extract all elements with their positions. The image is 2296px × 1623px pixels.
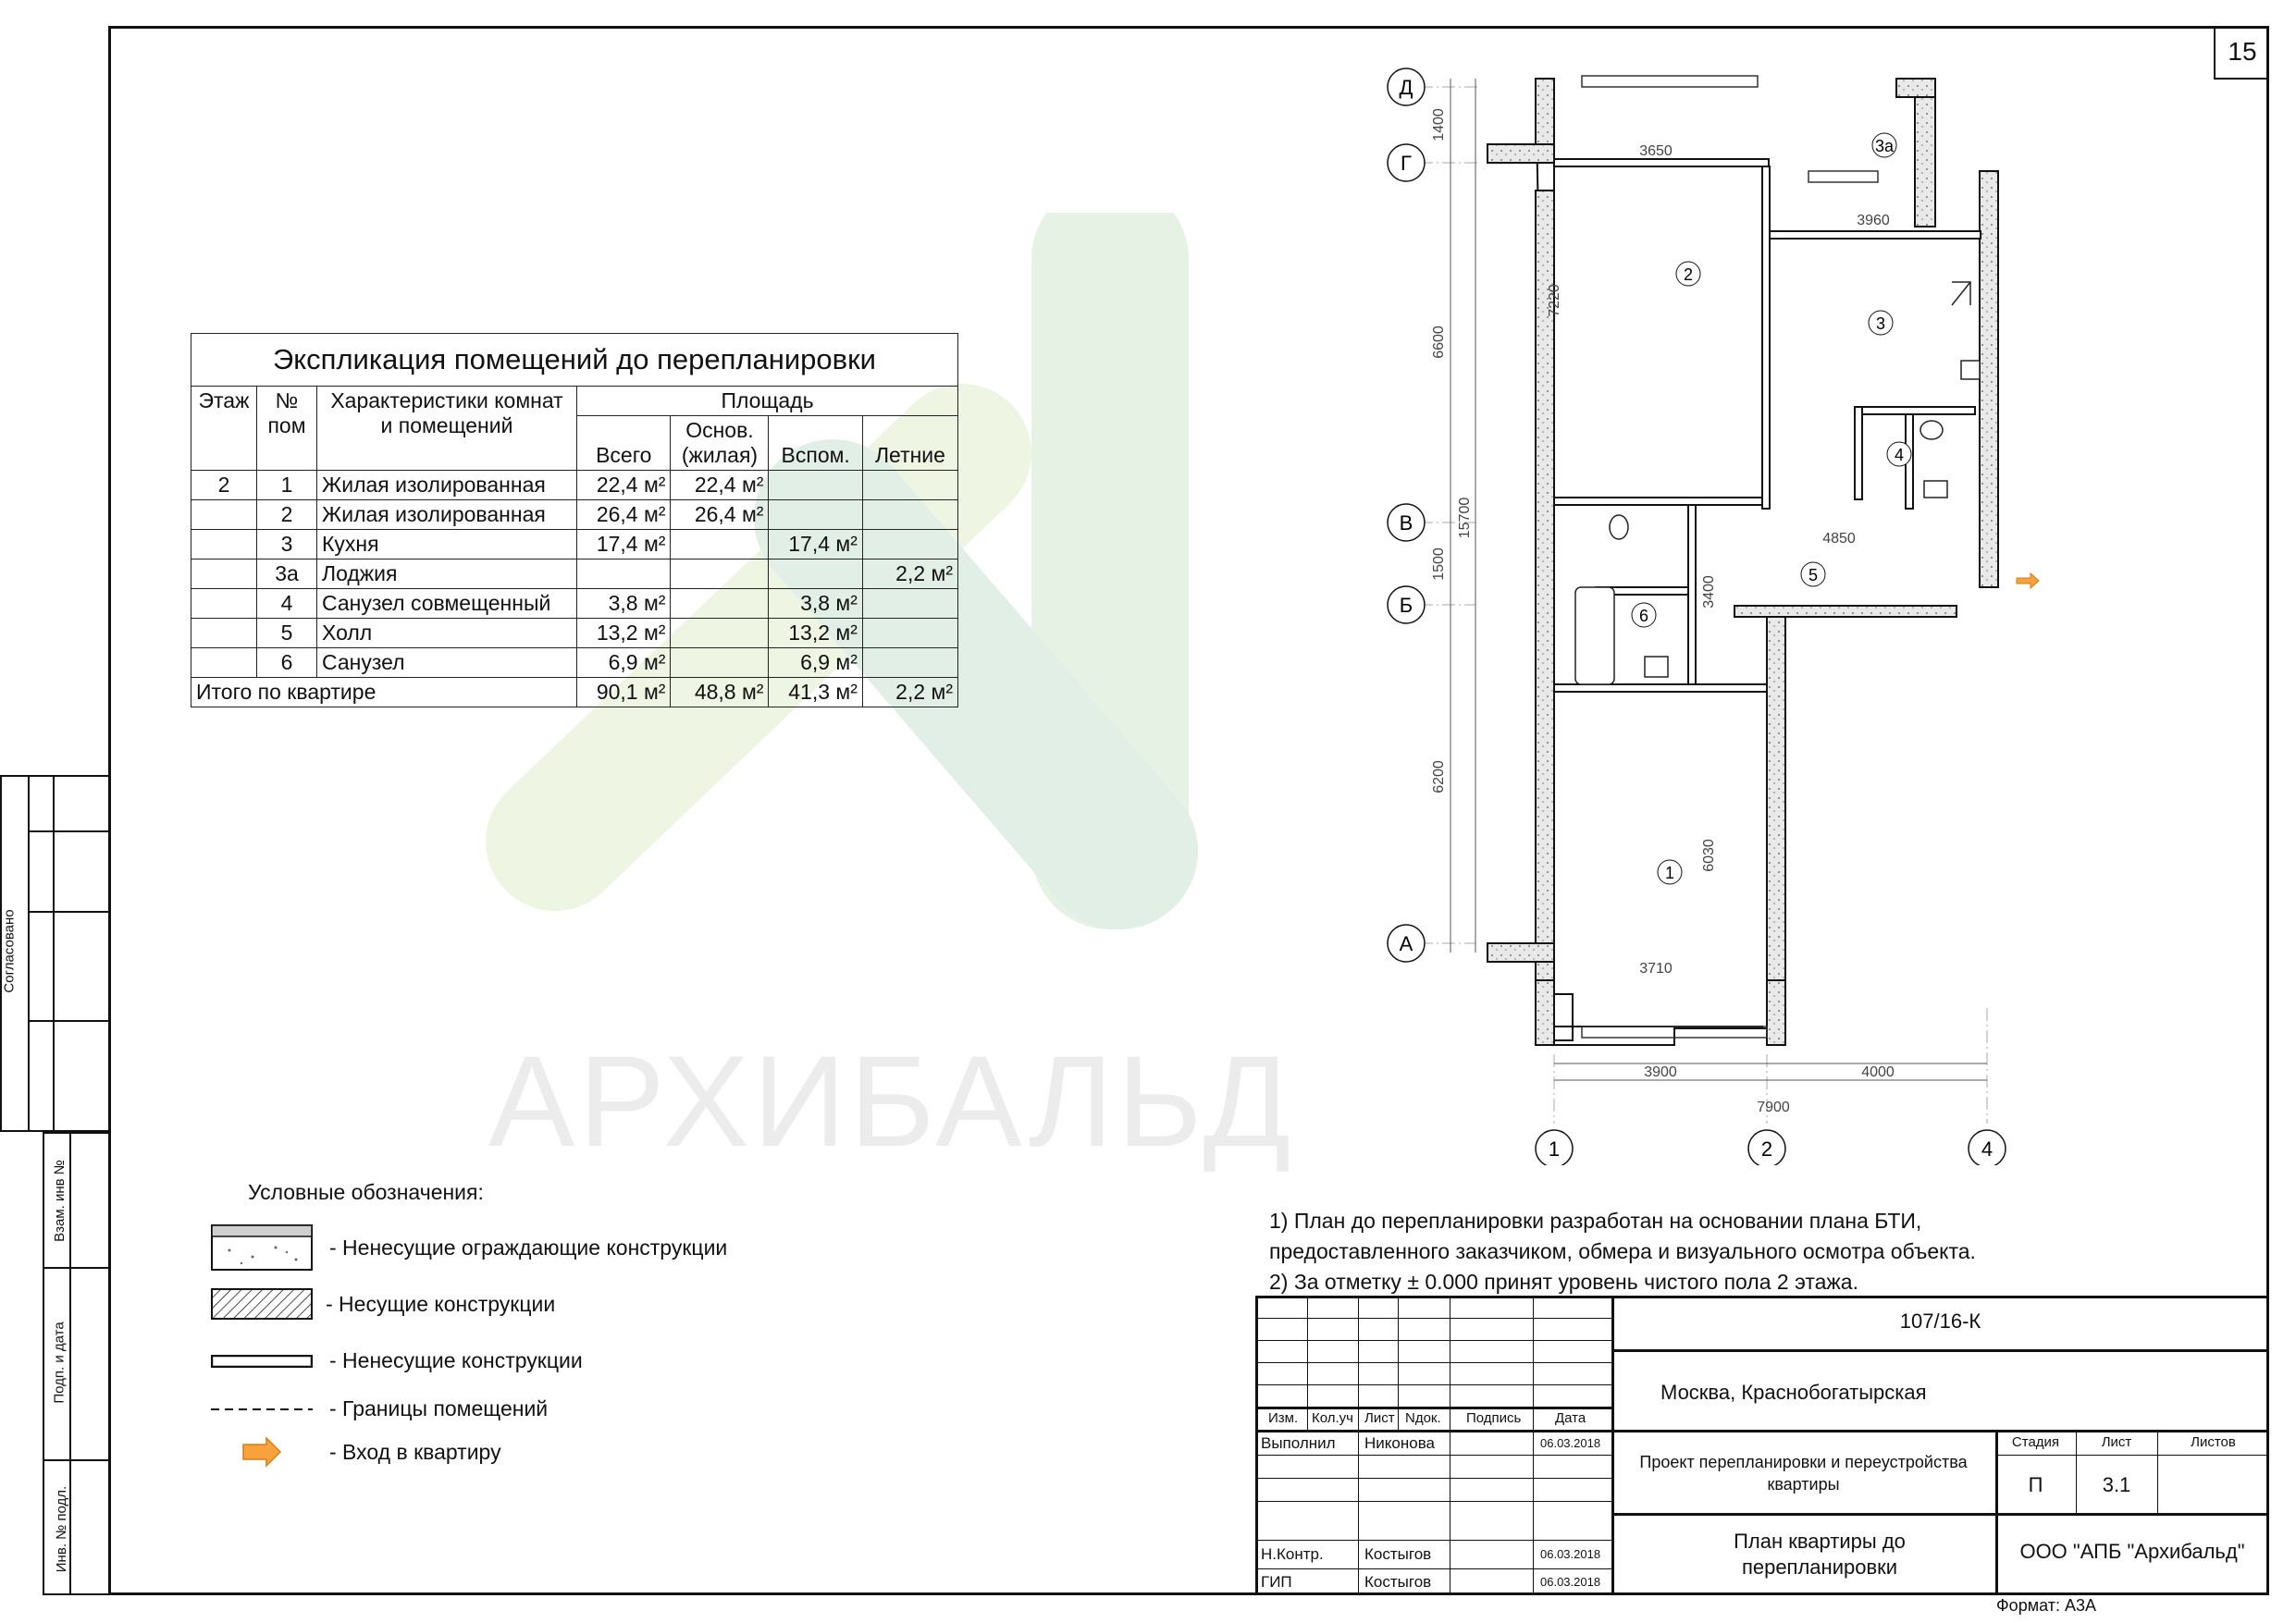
room-dimension: 3400 (1701, 575, 1717, 609)
cell-name: Кухня (317, 530, 577, 559)
col-koluch: Кол.уч (1312, 1410, 1353, 1426)
gip-label: ГИП (1261, 1573, 1292, 1591)
table-row (191, 471, 958, 500)
nkontr-label: Н.Контр. (1261, 1545, 1324, 1563)
agreed-label: Согласовано (1, 909, 18, 993)
note-line: 2) За отметку ± 0.000 принят уровень чистого пола 2 этажа. (1269, 1270, 1858, 1294)
dimension-label: 6200 (1431, 760, 1447, 793)
header-name: Характеристики комнат и помещений (317, 387, 577, 471)
room-dimension: 3960 (1857, 213, 1890, 228)
gip-date: 06.03.2018 (1540, 1575, 1601, 1589)
table-row (191, 530, 958, 559)
room-number: 5 (1808, 566, 1819, 584)
legend-title: Условные обозначения: (248, 1180, 484, 1204)
watermark-text: АРХИБАЛЬД (488, 1028, 1295, 1174)
company-name: ООО "АПБ "Архибальд" (2019, 1540, 2245, 1563)
legend-item-nonbearing-enclosing (211, 1224, 727, 1271)
cell-summer (862, 619, 957, 648)
col-podpis: Подпись (1466, 1410, 1522, 1426)
cell-main (671, 648, 769, 678)
cell-num: 2 (257, 500, 317, 530)
cell-total: 22,4 м² (577, 471, 671, 500)
cell-summer (862, 500, 957, 530)
room-dimension: 6030 (1701, 839, 1717, 872)
cell-aux: 17,4 м² (769, 530, 862, 559)
performed-label: Выполнил (1261, 1434, 1336, 1452)
cell-total: 6,9 м² (577, 648, 671, 678)
title-block (1255, 1296, 2269, 1595)
cell-name: Санузел совмещенный (317, 589, 577, 619)
strip-line (69, 1132, 71, 1595)
strip-line (53, 775, 55, 1132)
cell-total: 26,4 м² (577, 500, 671, 530)
legend-item-entrance (211, 1436, 501, 1468)
dimension-label: 6600 (1431, 326, 1447, 359)
legend-label: - Вход в квартиру (329, 1439, 501, 1464)
cell-aux (769, 471, 862, 500)
room-number: 4 (1894, 446, 1905, 464)
axis-number: 4 (1981, 1137, 1994, 1161)
floor-plan (1369, 55, 2128, 1165)
cell-name: Жилая изолированная (317, 471, 577, 500)
table-row (191, 500, 958, 530)
legend-label: - Ненесущие конструкции (329, 1348, 583, 1372)
cell-name: Холл (317, 619, 577, 648)
gip-name: Костыгов (1364, 1573, 1432, 1591)
cell-floor: 2 (191, 471, 257, 500)
note-line: предоставленного заказчиком, обмера и визуального осмотра объекта. (1269, 1239, 1976, 1263)
cell-main: 26,4 м² (671, 500, 769, 530)
stage-value: П (2028, 1473, 2043, 1496)
cell-main: 48,8 м² (671, 678, 769, 707)
dashed-line-symbol (211, 1407, 313, 1412)
room-dimension: 7220 (1547, 284, 1562, 317)
cell-floor (191, 559, 257, 589)
cell-num: 3а (257, 559, 317, 589)
dimension-label: 4000 (1861, 1064, 1895, 1080)
strip-line (28, 1020, 110, 1022)
total-row (191, 678, 958, 707)
axis-letter: А (1399, 932, 1413, 955)
performed-name: Никонова (1364, 1434, 1435, 1452)
sheet-value: 3.1 (2102, 1473, 2131, 1496)
cell-aux: 6,9 м² (769, 648, 862, 678)
cell-summer (862, 648, 957, 678)
room-number: 6 (1638, 607, 1649, 625)
sheet-number: 15 (2214, 26, 2269, 80)
stage-label: Стадия (2011, 1434, 2060, 1450)
strip-line (28, 830, 110, 832)
cell-total: 3,8 м² (577, 589, 671, 619)
dimension-lines (1450, 79, 1987, 1080)
entrance-arrow-icon (211, 1436, 313, 1468)
col-list: Лист (1364, 1410, 1395, 1426)
legend-item-nonbearing (211, 1348, 583, 1373)
strip-line (43, 1459, 110, 1461)
legend-label: - Ненесущие ограждающие конструкции (329, 1235, 728, 1260)
legend-label: - Границы помещений (329, 1396, 549, 1420)
axis-number: 1 (1548, 1137, 1561, 1161)
cell-floor (191, 530, 257, 559)
nkontr-name: Костыгов (1364, 1545, 1432, 1563)
cell-aux: 3,8 м² (769, 589, 862, 619)
dimension-label: 7900 (1757, 1100, 1790, 1115)
cell-aux (769, 559, 862, 589)
col-date: Дата (1555, 1410, 1586, 1426)
total-label: Итого по квартире (191, 678, 577, 707)
cell-total: 17,4 м² (577, 530, 671, 559)
format-label: Формат: А3А (1996, 1596, 2096, 1615)
legend-label: - Несущие конструкции (326, 1291, 556, 1316)
cell-main (671, 589, 769, 619)
col-izm: Изм. (1268, 1410, 1299, 1426)
room-dimension: 4850 (1822, 531, 1856, 547)
legend-item-room-borders (211, 1396, 548, 1421)
dimension-label: 1500 (1431, 547, 1447, 581)
note-line: 1) План до перепланировки разработан на основании плана БТИ, (1269, 1209, 1922, 1233)
cell-summer (862, 530, 957, 559)
header-total: Всего (577, 416, 671, 471)
dimension-label: 15700 (1457, 497, 1473, 539)
cell-total (577, 559, 671, 589)
cell-name: Жилая изолированная (317, 500, 577, 530)
cell-num: 6 (257, 648, 317, 678)
hatched-wall-symbol (211, 1288, 313, 1320)
cell-summer (862, 471, 957, 500)
cell-name: Лоджия (317, 559, 577, 589)
header-aux: Вспом. (769, 416, 862, 471)
table-row (191, 559, 958, 589)
cell-floor (191, 589, 257, 619)
strip-line (43, 1267, 110, 1269)
strip-line (28, 775, 30, 1132)
table-row (191, 589, 958, 619)
cell-num: 5 (257, 619, 317, 648)
drawing-title: План квартиры до перепланировки (1734, 1530, 1906, 1579)
project-code: 107/16-К (1899, 1309, 1981, 1333)
project-title: Проект перепланировки и переустройства квартиры (1639, 1453, 1968, 1494)
outer-walls (1487, 79, 1998, 1045)
cell-num: 3 (257, 530, 317, 559)
table-row (191, 619, 958, 648)
sheet-label: Лист (2101, 1434, 2132, 1450)
cell-floor (191, 500, 257, 530)
header-floor: Этаж (191, 387, 257, 471)
dimension-label: 1400 (1431, 108, 1447, 141)
header-num: № пом (257, 387, 317, 471)
header-area: Площадь (577, 387, 958, 416)
axis-letter: Д (1399, 76, 1413, 99)
cell-summer: 2,2 м² (862, 559, 957, 589)
cell-num: 4 (257, 589, 317, 619)
room-number: 3 (1875, 314, 1886, 333)
header-main: Основ. (жилая) (671, 416, 769, 471)
windows (1582, 76, 1878, 1038)
sheets-label: Листов (2191, 1434, 2236, 1450)
explication-table (191, 333, 958, 707)
notes (1269, 1206, 1976, 1297)
cell-total: 90,1 м² (577, 678, 671, 707)
cell-summer: 2,2 м² (862, 678, 957, 707)
cell-name: Санузел (317, 648, 577, 678)
cell-main: 22,4 м² (671, 471, 769, 500)
cell-floor (191, 619, 257, 648)
header-summer: Летние (862, 416, 957, 471)
room-dimension: 3710 (1639, 961, 1673, 977)
col-ndok: Nдок. (1405, 1410, 1441, 1426)
cell-main (671, 530, 769, 559)
sign-date-label: Подп. и дата (51, 1322, 68, 1404)
room-dimension: 3650 (1639, 143, 1673, 159)
thin-wall-symbol (211, 1355, 313, 1368)
cell-main (671, 559, 769, 589)
room-number: 2 (1683, 265, 1694, 284)
cell-main (671, 619, 769, 648)
cell-num: 1 (257, 471, 317, 500)
entrance-arrow-icon (2017, 573, 2039, 588)
cell-floor (191, 648, 257, 678)
axis-letter: Б (1399, 594, 1413, 617)
dimension-label: 3900 (1644, 1064, 1677, 1080)
explication-title: Экспликация помещений до перепланировки (191, 334, 958, 387)
inv-replace-label: Взам. инв № (51, 1160, 68, 1242)
nkontr-date: 06.03.2018 (1540, 1547, 1601, 1561)
room-number: 1 (1664, 864, 1675, 882)
dotted-wall-symbol (211, 1224, 313, 1271)
cell-aux: 41,3 м² (769, 678, 862, 707)
strip-line (28, 911, 110, 913)
performed-date: 06.03.2018 (1540, 1436, 1601, 1450)
cell-summer (862, 589, 957, 619)
axis-letter: В (1399, 511, 1413, 535)
axis-number: 2 (1760, 1137, 1773, 1161)
room-number: 3а (1874, 137, 1895, 155)
inv-orig-label: Инв. № подл. (54, 1485, 70, 1573)
legend-item-bearing (211, 1288, 555, 1320)
axis-letter: Г (1401, 152, 1412, 175)
cell-aux: 13,2 м² (769, 619, 862, 648)
cell-aux (769, 500, 862, 530)
address: Москва, Краснобогатырская (1660, 1381, 1927, 1404)
table-row (191, 648, 958, 678)
cell-total: 13,2 м² (577, 619, 671, 648)
